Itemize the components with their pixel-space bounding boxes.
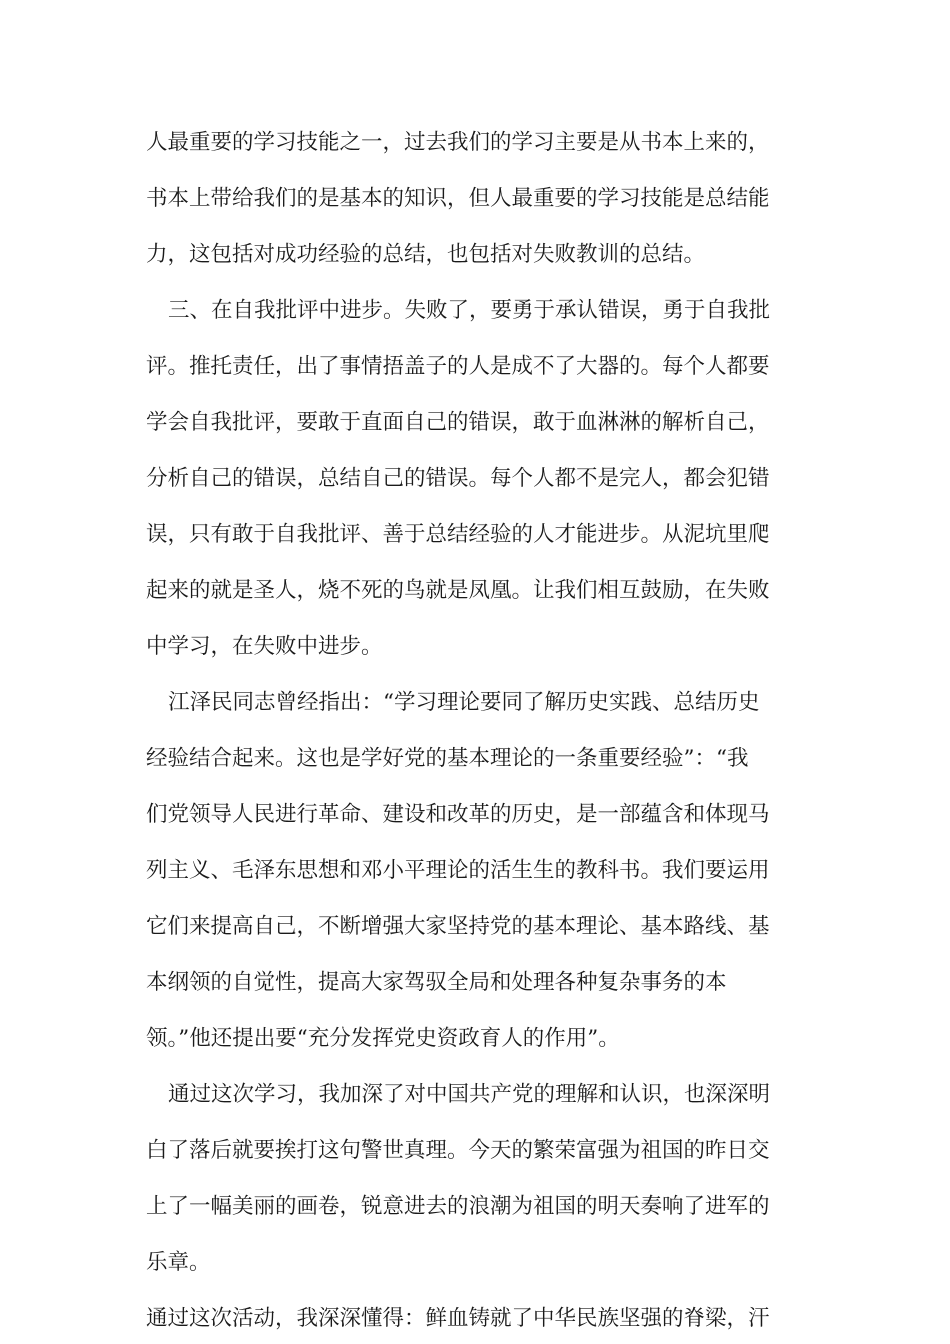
text-line: 们党领导人民进行革命、建设和改革的历史，是一部蕴含和体现马 [146, 802, 770, 827]
text-line: 领。”他还提出要“充分发挥党史资政育人的作用”。 [146, 1026, 620, 1051]
text-line: 经验结合起来。这也是学好党的基本理论的一条重要经验”：“我 [146, 746, 749, 771]
text-line: 本纲领的自觉性，提高大家驾驭全局和处理各种复杂事务的本 [146, 970, 727, 995]
text-line: 中学习，在失败中进步。 [146, 634, 383, 659]
text-line: 白了落后就要挨打这句警世真理。今天的繁荣富强为祖国的昨日交 [146, 1138, 770, 1163]
text-line: 江泽民同志曾经指出：“学习理论要同了解历史实践、总结历史 [168, 690, 760, 715]
text-line: 分析自己的错误，总结自己的错误。每个人都不是完人，都会犯错 [146, 466, 770, 491]
text-line: 人最重要的学习技能之一，过去我们的学习主要是从书本上来的， [146, 130, 770, 155]
text-line: 乐章。 [146, 1250, 211, 1275]
text-line: 力，这包括对成功经验的总结，也包括对失败教训的总结。 [146, 242, 706, 267]
text-line: 书本上带给我们的是基本的知识，但人最重要的学习技能是总结能 [146, 186, 770, 211]
text-line: 列主义、毛泽东思想和邓小平理论的活生生的教科书。我们要运用 [146, 858, 770, 883]
text-line: 评。推托责任，出了事情捂盖子的人是成不了大器的。每个人都要 [146, 354, 770, 379]
text-line: 上了一幅美丽的画卷，锐意进去的浪潮为祖国的明天奏响了进军的 [146, 1194, 770, 1219]
text-line: 起来的就是圣人，烧不死的鸟就是凤凰。让我们相互鼓励，在失败 [146, 578, 770, 603]
text-line: 通过这次学习，我加深了对中国共产党的理解和认识，也深深明 [168, 1082, 771, 1107]
text-line: 它们来提高自己，不断增强大家坚持党的基本理论、基本路线、基 [146, 914, 770, 939]
text-line: 通过这次活动，我深深懂得：鲜血铸就了中华民族坚强的脊梁，汗 [146, 1306, 770, 1331]
text-line: 三、在自我批评中进步。失败了，要勇于承认错误，勇于自我批 [168, 298, 771, 323]
text-line: 学会自我批评，要敢于直面自己的错误，敢于血淋淋的解析自己， [146, 410, 770, 435]
text-line: 误，只有敢于自我批评、善于总结经验的人才能进步。从泥坑里爬 [146, 522, 770, 547]
